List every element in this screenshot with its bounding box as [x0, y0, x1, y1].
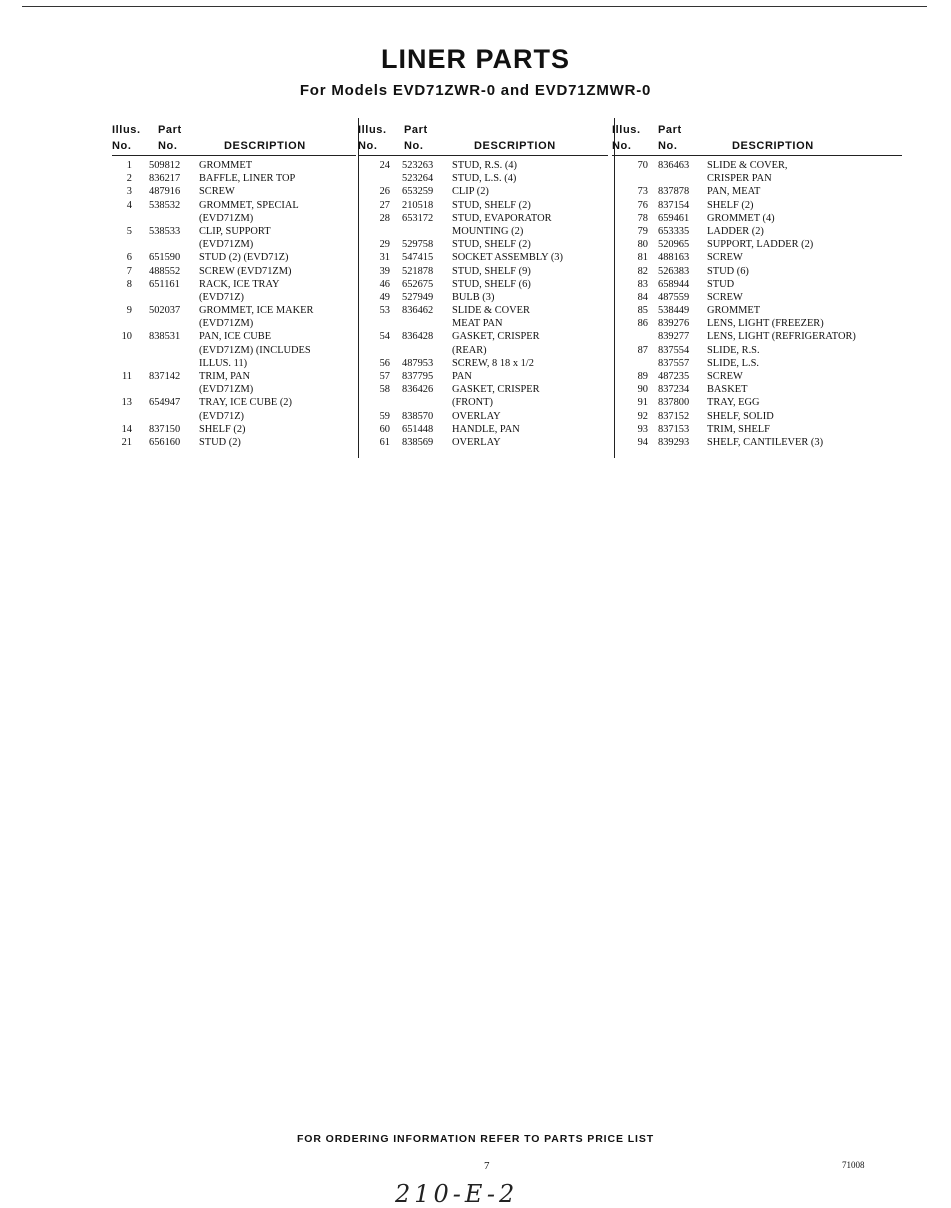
table-row [112, 225, 356, 238]
illus-number: 46 [379, 278, 390, 290]
table-row [358, 265, 608, 278]
table-row [612, 278, 902, 291]
part-description: GROMMET [199, 160, 253, 171]
part-number: 837878 [658, 186, 690, 198]
part-description: BASKET [707, 384, 748, 396]
table-row [612, 317, 902, 330]
part-description: SLIDE, L.S. [707, 357, 759, 369]
illus-number: 56 [379, 357, 390, 369]
part-description: SCREW [707, 252, 743, 264]
table-row [358, 436, 608, 449]
illus-number: 83 [637, 278, 648, 290]
part-number: 523263 [402, 160, 434, 171]
table-row [112, 238, 356, 251]
part-description: CLIP, SUPPORT [199, 225, 271, 237]
part-number: 651590 [149, 252, 181, 264]
part-description: SHELF, SOLID [707, 410, 774, 422]
part-number: 838570 [402, 410, 434, 422]
table-row [112, 251, 356, 264]
part-number: 651161 [149, 278, 180, 290]
part-description: GROMMET, SPECIAL [199, 199, 299, 211]
header-illus: Illus. [612, 124, 641, 136]
table-row [612, 423, 902, 436]
part-description: GROMMET [707, 305, 761, 317]
part-number: 653335 [658, 225, 690, 237]
column-header [358, 121, 608, 157]
part-number: 653172 [402, 212, 434, 224]
part-description: STUD, R.S. (4) [452, 160, 517, 171]
table-row [358, 317, 608, 330]
part-number: 487916 [149, 186, 181, 198]
part-description: OVERLAY [452, 436, 501, 448]
illus-number: 57 [379, 371, 390, 382]
table-row [358, 330, 608, 343]
part-number: 538449 [658, 305, 690, 317]
part-description: TRIM, PAN [199, 371, 251, 382]
part-number: 836463 [658, 160, 690, 171]
illus-number: 3 [126, 186, 132, 198]
table-row [112, 265, 356, 278]
illus-number: 29 [379, 239, 390, 251]
part-description: SCREW, 8 18 x 1/2 [452, 357, 534, 369]
part-description: GASKET, CRISPER [452, 331, 540, 343]
part-description: STUD, SHELF (2) [452, 199, 531, 211]
part-number: 487235 [658, 371, 690, 382]
table-row [612, 410, 902, 423]
part-description: (EVD71ZM) [199, 318, 254, 330]
part-number: 547415 [402, 252, 434, 264]
part-description: SOCKET ASSEMBLY (3) [452, 252, 563, 264]
part-description: (REAR) [452, 344, 487, 356]
illus-number: 87 [637, 344, 648, 356]
table-row [112, 357, 356, 370]
part-number: 839293 [658, 436, 690, 448]
illus-number: 24 [379, 160, 390, 171]
table-row [112, 330, 356, 343]
part-number: 658944 [658, 278, 690, 290]
part-description: TRAY, ICE CUBE (2) [199, 397, 292, 409]
part-number: 837150 [149, 423, 181, 435]
table-row [112, 423, 356, 436]
part-description: ILLUS. 11) [199, 357, 248, 369]
part-number: 836462 [402, 305, 434, 317]
illus-number: 91 [637, 397, 648, 409]
illus-number: 92 [637, 410, 648, 422]
part-number: 527949 [402, 291, 434, 303]
part-number: 656160 [149, 436, 181, 448]
part-number: 837795 [402, 371, 434, 382]
part-number: 523264 [402, 173, 434, 185]
table-row [112, 185, 356, 198]
part-number: 836426 [402, 384, 434, 396]
part-description: (EVD71Z) [199, 291, 245, 303]
part-number: 654947 [149, 397, 181, 409]
table-row [112, 436, 356, 449]
part-number: 839276 [658, 318, 690, 330]
illus-number: 79 [637, 225, 648, 237]
table-row [358, 304, 608, 317]
part-description: STUD (2) (EVD71Z) [199, 252, 289, 264]
part-number: 487953 [402, 357, 434, 369]
part-description: BULB (3) [452, 291, 495, 303]
table-row [112, 396, 356, 409]
header-description: DESCRIPTION [732, 140, 814, 152]
part-number: 839277 [658, 331, 690, 343]
illus-number: 6 [126, 252, 132, 264]
parts-rows [112, 159, 356, 449]
illus-number: 1 [126, 160, 132, 171]
table-row [112, 172, 356, 185]
illus-number: 5 [126, 225, 132, 237]
parts-column-3 [612, 121, 902, 449]
header-part-no: No. [158, 140, 178, 152]
table-row [358, 172, 608, 185]
illus-number: 4 [126, 199, 132, 211]
part-number: 837554 [658, 344, 690, 356]
part-number: 837152 [658, 410, 690, 422]
table-row [112, 199, 356, 212]
illus-number: 84 [637, 291, 648, 303]
table-row [358, 396, 608, 409]
illus-number: 58 [379, 384, 390, 396]
illus-number: 76 [637, 199, 648, 211]
part-number: 488552 [149, 265, 181, 277]
table-row [612, 238, 902, 251]
part-description: LADDER (2) [707, 225, 764, 237]
table-row [612, 396, 902, 409]
part-number: 837234 [658, 384, 690, 396]
illus-number: 59 [379, 410, 390, 422]
part-description: SCREW [707, 371, 743, 382]
part-description: STUD (2) [199, 436, 241, 448]
part-description: MEAT PAN [452, 318, 503, 330]
table-row [112, 383, 356, 396]
part-description: (EVD71ZM) [199, 212, 254, 224]
part-description: GROMMET (4) [707, 212, 775, 224]
part-description: HANDLE, PAN [452, 423, 520, 435]
part-description: (FRONT) [452, 397, 493, 409]
part-number: 837557 [658, 357, 690, 369]
ordering-footer: FOR ORDERING INFORMATION REFER TO PARTS PRICE LIST [296, 1133, 655, 1145]
table-row [612, 304, 902, 317]
illus-number: 9 [126, 305, 132, 317]
part-number: 837800 [658, 397, 690, 409]
part-number: 538533 [149, 225, 181, 237]
part-number: 837154 [658, 199, 690, 211]
part-description: STUD (6) [707, 265, 749, 277]
illus-number: 89 [637, 371, 648, 382]
part-description: SHELF (2) [707, 199, 754, 211]
table-row [112, 212, 356, 225]
illus-number: 10 [121, 331, 132, 343]
page-subtitle: For Models EVD71ZWR-0 and EVD71ZMWR-0 [299, 82, 652, 99]
part-description: SHELF (2) [199, 423, 246, 435]
table-row [358, 238, 608, 251]
header-illus-no: No. [112, 140, 132, 152]
illus-number: 54 [379, 331, 390, 343]
part-description: LENS, LIGHT (FREEZER) [707, 318, 824, 330]
part-number: 652675 [402, 278, 434, 290]
part-description: RACK, ICE TRAY [199, 278, 280, 290]
illus-number: 81 [637, 252, 648, 264]
part-number: 836217 [149, 173, 181, 185]
part-number: 520965 [658, 239, 690, 251]
parts-column-2 [358, 121, 608, 449]
part-description: TRAY, EGG [707, 397, 760, 409]
illus-number: 13 [121, 397, 132, 409]
illus-number: 80 [637, 239, 648, 251]
header-description: DESCRIPTION [474, 140, 556, 152]
part-description: PAN [452, 371, 472, 382]
part-number: 210518 [402, 199, 434, 211]
table-row [358, 251, 608, 264]
part-number: 509812 [149, 160, 181, 171]
table-row [358, 159, 608, 172]
illus-number: 93 [637, 423, 648, 435]
table-row [612, 159, 902, 172]
header-rule [358, 155, 608, 156]
header-illus-no: No. [612, 140, 632, 152]
illus-number: 14 [121, 423, 132, 435]
header-part: Part [158, 124, 182, 136]
table-row [612, 212, 902, 225]
illus-number: 49 [379, 291, 390, 303]
part-description: (EVD71ZM) (INCLUDES [199, 344, 311, 356]
part-description: STUD, SHELF (9) [452, 265, 531, 277]
illus-number: 2 [126, 173, 132, 185]
table-row [612, 225, 902, 238]
parts-column-1 [112, 121, 356, 449]
handwritten-note: 210-E-2 [395, 1180, 519, 1208]
part-number: 526383 [658, 265, 690, 277]
part-number: 653259 [402, 186, 434, 198]
page-title: LINER PARTS [380, 44, 570, 74]
part-number: 538532 [149, 199, 181, 211]
table-row [612, 330, 902, 343]
header-illus: Illus. [112, 124, 141, 136]
part-number: 659461 [658, 212, 690, 224]
table-row [612, 344, 902, 357]
table-row [358, 344, 608, 357]
part-number: 836428 [402, 331, 434, 343]
part-description: (EVD71ZM) [199, 239, 254, 251]
document-code: 71008 [842, 1160, 865, 1170]
part-description: STUD, SHELF (2) [452, 239, 531, 251]
part-description: SLIDE & COVER, [707, 160, 788, 171]
illus-number: 78 [637, 212, 648, 224]
page-number: 7 [484, 1160, 490, 1172]
part-description: STUD, L.S. (4) [452, 173, 517, 185]
parts-rows [612, 159, 902, 449]
table-row [612, 436, 902, 449]
table-row [358, 357, 608, 370]
part-number: 651448 [402, 423, 434, 435]
part-number: 837153 [658, 423, 690, 435]
part-description: CRISPER PAN [707, 173, 772, 185]
column-header [612, 121, 902, 157]
part-number: 837142 [149, 371, 181, 382]
column-header [112, 121, 356, 157]
illus-number: 27 [379, 199, 390, 211]
illus-number: 31 [379, 252, 390, 264]
table-row [358, 423, 608, 436]
part-number: 529758 [402, 239, 434, 251]
illus-number: 11 [121, 371, 132, 382]
table-row [112, 159, 356, 172]
table-row [112, 291, 356, 304]
illus-number: 26 [379, 186, 390, 198]
table-row [358, 410, 608, 423]
illus-number: 86 [637, 318, 648, 330]
table-row [612, 370, 902, 383]
table-row [358, 225, 608, 238]
illus-number: 7 [126, 265, 132, 277]
part-description: PAN, MEAT [707, 186, 761, 198]
table-row [112, 317, 356, 330]
header-illus: Illus. [358, 124, 387, 136]
table-row [112, 278, 356, 291]
illus-number: 28 [379, 212, 390, 224]
table-row [112, 410, 356, 423]
part-description: MOUNTING (2) [452, 225, 524, 237]
table-row [358, 278, 608, 291]
part-description: STUD, EVAPORATOR [452, 212, 552, 224]
illus-number: 90 [637, 384, 648, 396]
illus-number: 61 [379, 436, 390, 448]
top-rule [22, 6, 927, 7]
header-rule [112, 155, 356, 156]
illus-number: 60 [379, 423, 390, 435]
header-description: DESCRIPTION [224, 140, 306, 152]
part-description: CLIP (2) [452, 186, 489, 198]
part-description: LENS, LIGHT (REFRIGERATOR) [707, 331, 856, 343]
part-number: 487559 [658, 291, 690, 303]
table-row [358, 291, 608, 304]
part-description: STUD, SHELF (6) [452, 278, 531, 290]
part-description: STUD [707, 278, 735, 290]
illus-number: 85 [637, 305, 648, 317]
part-description: (EVD71ZM) [199, 384, 254, 396]
part-description: GROMMET, ICE MAKER [199, 305, 314, 317]
table-row [612, 172, 902, 185]
illus-number: 94 [637, 436, 648, 448]
table-row [612, 185, 902, 198]
table-row [612, 251, 902, 264]
table-row [358, 199, 608, 212]
illus-number: 21 [121, 436, 132, 448]
part-number: 838531 [149, 331, 181, 343]
table-row [358, 185, 608, 198]
table-row [112, 344, 356, 357]
part-description: (EVD71Z) [199, 410, 245, 422]
table-row [612, 291, 902, 304]
part-number: 838569 [402, 436, 434, 448]
part-description: SLIDE & COVER [452, 305, 530, 317]
header-part-no: No. [404, 140, 424, 152]
part-number: 488163 [658, 252, 690, 264]
part-description: SCREW (EVD71ZM) [199, 265, 292, 277]
illus-number: 82 [637, 265, 648, 277]
table-row [358, 212, 608, 225]
illus-number: 53 [379, 305, 390, 317]
part-description: TRIM, SHELF [707, 423, 770, 435]
illus-number: 70 [637, 160, 648, 171]
part-description: SHELF, CANTILEVER (3) [707, 436, 824, 448]
table-row [612, 383, 902, 396]
part-description: OVERLAY [452, 410, 501, 422]
table-row [358, 383, 608, 396]
parts-rows [358, 159, 608, 449]
header-part: Part [404, 124, 428, 136]
part-description: SLIDE, R.S. [707, 344, 760, 356]
part-number: 521878 [402, 265, 434, 277]
table-row [612, 265, 902, 278]
part-description: SCREW [707, 291, 743, 303]
part-description: BAFFLE, LINER TOP [199, 173, 296, 185]
table-row [612, 357, 902, 370]
header-rule [612, 155, 902, 156]
part-description: SCREW [199, 186, 235, 198]
table-row [112, 304, 356, 317]
header-part: Part [658, 124, 682, 136]
part-description: GASKET, CRISPER [452, 384, 540, 396]
table-row [612, 199, 902, 212]
table-row [112, 370, 356, 383]
illus-number: 39 [379, 265, 390, 277]
table-row [358, 370, 608, 383]
illus-number: 73 [637, 186, 648, 198]
part-description: PAN, ICE CUBE [199, 331, 272, 343]
part-description: SUPPORT, LADDER (2) [707, 239, 814, 251]
illus-number: 8 [126, 278, 132, 290]
part-number: 502037 [149, 305, 181, 317]
header-part-no: No. [658, 140, 678, 152]
header-illus-no: No. [358, 140, 378, 152]
